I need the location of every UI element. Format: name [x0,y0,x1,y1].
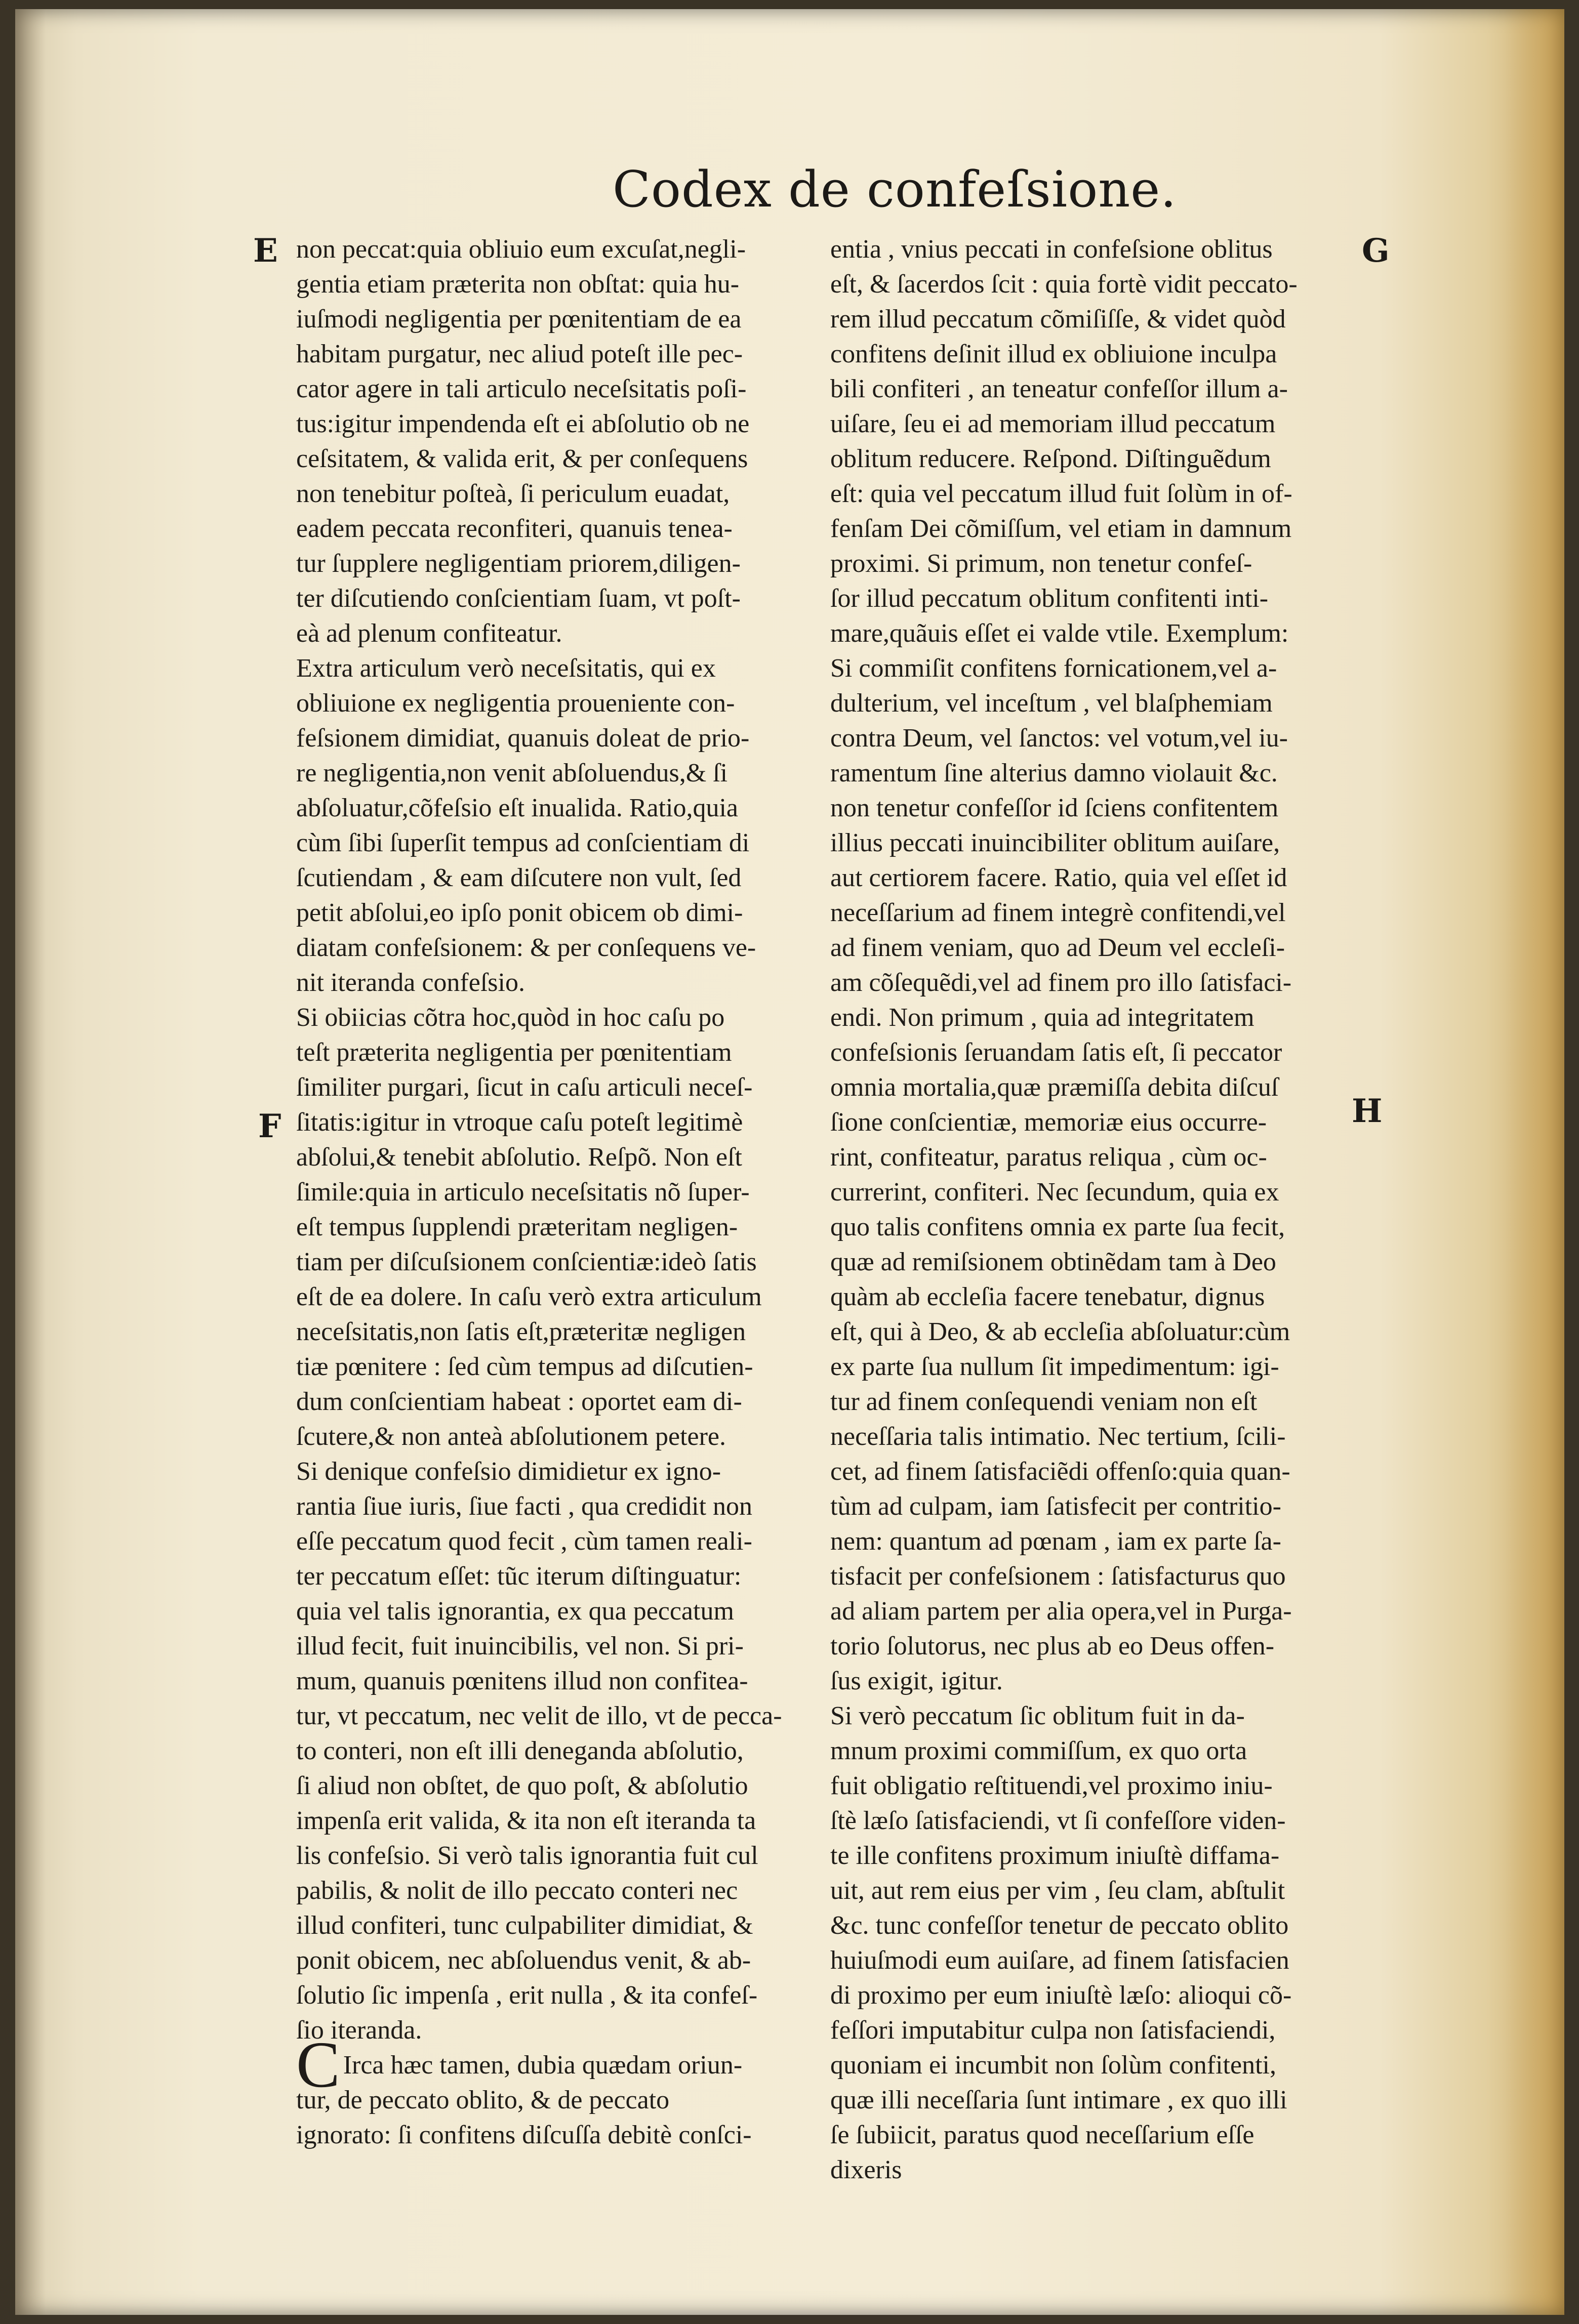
right-column-line: bili confiteri , an teneatur confeſſor illum a- [830,375,1288,403]
right-column-line: ſe ſubiicit, paratus quod neceſſarium eſſe [830,2121,1254,2149]
right-column-line: tisfacit per confeſsionem : ſatisfacturus quo [830,1562,1286,1591]
left-column-line: gentia etiam præterita non obſtat: quia hu- [296,270,740,299]
right-column-line: nem: quantum ad pœnam , iam ex parte ſa- [830,1527,1281,1556]
running-head: Codex de confeſsione. [613,161,1177,219]
left-column-line: re negligentia,non venit abſoluendus,& ſi [296,759,728,787]
right-column-line: confitens deſinit illud ex obliuione inculpa [830,340,1277,368]
left-column-line: ſimile:quia in articulo neceſsitatis nõ ſuper- [296,1178,750,1207]
right-column-line: omnia mortalia,quæ præmiſſa debita diſcuſ [830,1073,1279,1102]
left-column-line: tur, de peccato oblito, & de peccato [296,2086,670,2114]
book-page [15,9,1564,2315]
right-column-line: rint, confiteatur, paratus reliqua , cùm oc- [830,1143,1267,1172]
left-column-line: Si denique confeſsio dimidietur ex igno- [296,1457,721,1486]
left-column-line: diatam confeſsionem: & per conſequens ve- [296,933,756,962]
right-column-line: ad aliam partem per alia opera,vel in Purga- [830,1597,1292,1626]
right-column-line: mare,quãuis eſſet ei valde vtile. Exemplum: [830,619,1289,648]
left-column-line: eſt de ea dolere. In caſu verò extra articulum [296,1282,762,1311]
right-column-line: confeſsionis ſeruandam ſatis eſt, ſi peccator [830,1038,1282,1067]
left-column-line: eà ad plenum confiteatur. [296,619,562,648]
right-column-line: cet, ad finem ſatisfaciẽdi offenſo:quia quan- [830,1457,1290,1486]
right-column-line: rem illud peccatum cõmiſiſſe, & videt quòd [830,305,1286,334]
right-column-line: quæ illi neceſſaria ſunt intimare , ex quo illi [830,2086,1287,2114]
left-column-line: illud confiteri, tunc culpabiliter dimidiat, & [296,1911,753,1940]
left-column-line: pabilis, & nolit de illo peccato conteri nec [296,1876,738,1905]
left-column-line: eſſe peccatum quod fecit , cùm tamen reali- [296,1527,752,1556]
right-column-line: ad finem veniam, quo ad Deum vel eccleſi- [830,933,1285,962]
left-column-line: illud fecit, fuit inuincibilis, vel non. Si pri- [296,1632,744,1661]
right-column-line: te ille confitens proximum iniuſtè diffama- [830,1841,1280,1870]
right-column-line: Si verò peccatum ſic oblitum fuit in da- [830,1702,1245,1730]
left-column-line: tur ſupplere negligentiam priorem,diligen- [296,549,741,578]
right-column-line: contra Deum, vel ſanctos: vel votum,vel iu- [830,724,1288,753]
spine-shadow [15,9,46,2315]
left-column-line: nit iteranda confeſsio. [296,968,525,997]
right-column-line: entia , vnius peccati in confeſsione oblitus [830,235,1273,264]
left-column-line: dum conſcientiam habeat : oportet eam di- [296,1387,742,1416]
right-column-line: fuit obligatio reſtituendi,vel proximo iniu- [830,1771,1273,1800]
marginal-letter-e: E [253,232,278,270]
left-column-line: mum, quanuis pœnitens illud non confitea- [296,1667,748,1695]
left-column-line: ſio iteranda. [296,2016,422,2045]
right-column-line: fenſam Dei cõmiſſum, vel etiam in damnum [830,514,1292,543]
left-column-line: Irca hæc tamen, dubia quædam oriun- [343,2051,743,2080]
right-column-line: neceſſaria talis intimatio. Nec tertium, ſcili- [830,1422,1286,1451]
right-text-column [830,232,1354,2187]
right-column-line: tùm ad culpam, iam ſatisfecit per contritio- [830,1492,1281,1521]
left-column-line: abſolui,& tenebit abſolutio. Reſpõ. Non eſt [296,1143,742,1172]
left-column-line: ſimiliter purgari, ſicut in caſu articuli neceſ- [296,1073,753,1102]
left-text-column [296,232,828,2152]
left-column-line: petit abſolui,eo ipſo ponit obicem ob dimi- [296,898,743,927]
right-column-line: torio ſolutorus, nec plus ab eo Deus offen- [830,1632,1275,1661]
right-column-line: proximi. Si primum, non tenetur confeſ- [830,549,1252,578]
right-column-line: ex parte ſua nullum ſit impedimentum: igi- [830,1352,1279,1381]
right-column-line: eſt: quia vel peccatum illud fuit ſolùm in of- [830,479,1292,508]
right-column-line: non tenetur confeſſor id ſciens confitentem [830,794,1279,822]
left-column-line: Si obiicias cõtra hoc,quòd in hoc caſu po [296,1003,725,1032]
right-column-line: Si commiſit confitens fornicationem,vel a- [830,654,1277,683]
right-column-line: illius peccati inuincibiliter oblitum auiſare, [830,828,1280,857]
right-column-line: uit, aut rem eius per vim , ſeu clam, abſtulit [830,1876,1285,1905]
right-column-line: ſtè læſo ſatisfaciendi, vt ſi confeſſore viden- [830,1806,1286,1835]
left-column-line: to conteri, non eſt illi deneganda abſolutio, [296,1736,744,1765]
left-column-line: lis confeſsio. Si verò talis ignorantia fuit cul [296,1841,758,1870]
left-column-line: tur, vt peccatum, nec velit de illo, vt de pecca- [296,1702,782,1730]
right-column-line: oblitum reducere. Reſpond. Diſtinguẽdum [830,444,1271,473]
left-column-line: ignorato: ſi confitens diſcuſſa debitè conſci- [296,2121,752,2149]
left-column-line: obliuione ex negligentia proueniente con- [296,689,735,718]
right-column-line: quoniam ei incumbit non ſolùm confitenti, [830,2051,1276,2080]
left-column-line: ſitatis:igitur in vtroque caſu poteſt legitimè [296,1108,743,1137]
right-column-line: endi. Non primum , quia ad integritatem [830,1003,1254,1032]
left-column-line: quia vel talis ignorantia, ex qua peccatum [296,1597,734,1626]
decorated-initial: C [296,2028,340,2101]
left-column-line: feſsionem dimidiat, quanuis doleat de prio- [296,724,750,753]
right-column-line: eſt, & ſacerdos ſcit : quia fortè vidit peccato- [830,270,1298,299]
right-column-line: tur ad finem conſequendi veniam non eſt [830,1387,1258,1416]
right-column-line: am cõſequẽdi,vel ad finem pro illo ſatisfaci- [830,968,1292,997]
right-column-line: aut certiorem facere. Ratio, quia vel eſſet id [830,863,1287,892]
left-column-line: tiæ pœnitere : ſed cùm tempus ad diſcutien- [296,1352,753,1381]
left-column-line: iuſmodi negligentia per pœnitentiam de ea [296,305,742,334]
right-column-line: eſt, qui à Deo, & ab eccleſia abſoluatur:cùm [830,1317,1290,1346]
left-column-line: ceſsitatem, & valida erit, & per conſequens [296,444,748,473]
left-column-line: abſoluatur,cõfeſsio eſt inualida. Ratio,quia [296,794,739,822]
left-column-line: rantia ſiue iuris, ſiue facti , qua credidit non [296,1492,753,1521]
right-column-line: currerint, confiteri. Nec ſecundum, quia ex [830,1178,1279,1207]
left-column-line: Extra articulum verò neceſsitatis, qui ex [296,654,716,683]
left-column-line: eadem peccata reconfiteri, quanuis tenea- [296,514,733,543]
left-column-line: ter diſcutiendo conſcientiam ſuam, vt poſt- [296,584,741,613]
left-column-line: tus:igitur impendenda eſt ei abſolutio ob ne [296,409,750,438]
right-column-line: quàm ab eccleſia facere tenebatur, dignus [830,1282,1265,1311]
right-column-line: dulterium, vel inceſtum , vel blaſphemiam [830,689,1273,718]
marginal-letter-h: H [1352,1092,1383,1130]
left-column-line: impenſa erit valida, & ita non eſt iteranda ta [296,1806,756,1835]
left-column-line: cùm ſibi ſuperſit tempus ad conſcientiam di [296,828,750,857]
left-column-line: cator agere in tali articulo neceſsitatis poſi- [296,375,747,403]
left-column-line: ter peccatum eſſet: tũc iterum diſtinguatur: [296,1562,742,1591]
left-column-line: ponit obicem, nec abſoluendus venit, & ab- [296,1946,751,1975]
page-edge-stain [1504,9,1564,2315]
right-column-line: uiſare, ſeu ei ad memoriam illud peccatum [830,409,1276,438]
right-column-line: quo talis confitens omnia ex parte ſua fecit, [830,1213,1285,1241]
left-column-line: ſcutiendam , & eam diſcutere non vult, ſed [296,863,742,892]
left-column-line: ſcutere,& non anteà abſolutionem petere. [296,1422,726,1451]
right-column-line: di proximo per eum iniuſtè læſo: alioqui cõ- [830,1981,1292,2010]
marginal-letter-g: G [1362,232,1390,270]
marginal-letter-f: F [258,1107,281,1145]
left-column-line: eſt tempus ſupplendi præteritam negligen- [296,1213,738,1241]
right-column-line: quæ ad remiſsionem obtinẽdam tam à Deo [830,1248,1276,1276]
left-column-line: non tenebitur poſteà, ſi periculum euadat, [296,479,730,508]
right-column-line: huiuſmodi eum auiſare, ad finem ſatisfacien [830,1946,1289,1975]
right-column-line: &c. tunc confeſſor tenetur de peccato oblito [830,1911,1289,1940]
left-column-line: tiam per diſcuſsionem conſcientiæ:ideò ſatis [296,1248,757,1276]
left-column-line: non peccat:quia obliuio eum excuſat,negli- [296,235,746,264]
left-column-line: ſolutio ſic impenſa , erit nulla , & ita confeſ- [296,1981,758,2010]
right-column-line: ſus exigit, igitur. [830,1667,1003,1695]
right-column-line: ramentum ſine alterius damno violauit &c. [830,759,1278,787]
right-column-line: ſor illud peccatum oblitum confitenti inti- [830,584,1269,613]
left-column-line: habitam purgatur, nec aliud poteſt ille pec- [296,340,743,368]
right-column-line: ſione conſcientiæ, memoriæ eius occurre- [830,1108,1267,1137]
left-column-line: teſt præterita negligentia per pœnitentiam [296,1038,732,1067]
left-column-line: neceſsitatis,non ſatis eſt,præteritæ negligen [296,1317,746,1346]
left-column-line: ſi aliud non obſtet, de quo poſt, & abſolutio [296,1771,748,1800]
right-column-line: dixeris [830,2155,902,2184]
right-column-line: neceſſarium ad finem integrè confitendi,vel [830,898,1286,927]
right-column-line: feſſori imputabitur culpa non ſatisfaciendi, [830,2016,1276,2045]
right-column-line: mnum proximi commiſſum, ex quo orta [830,1736,1247,1765]
